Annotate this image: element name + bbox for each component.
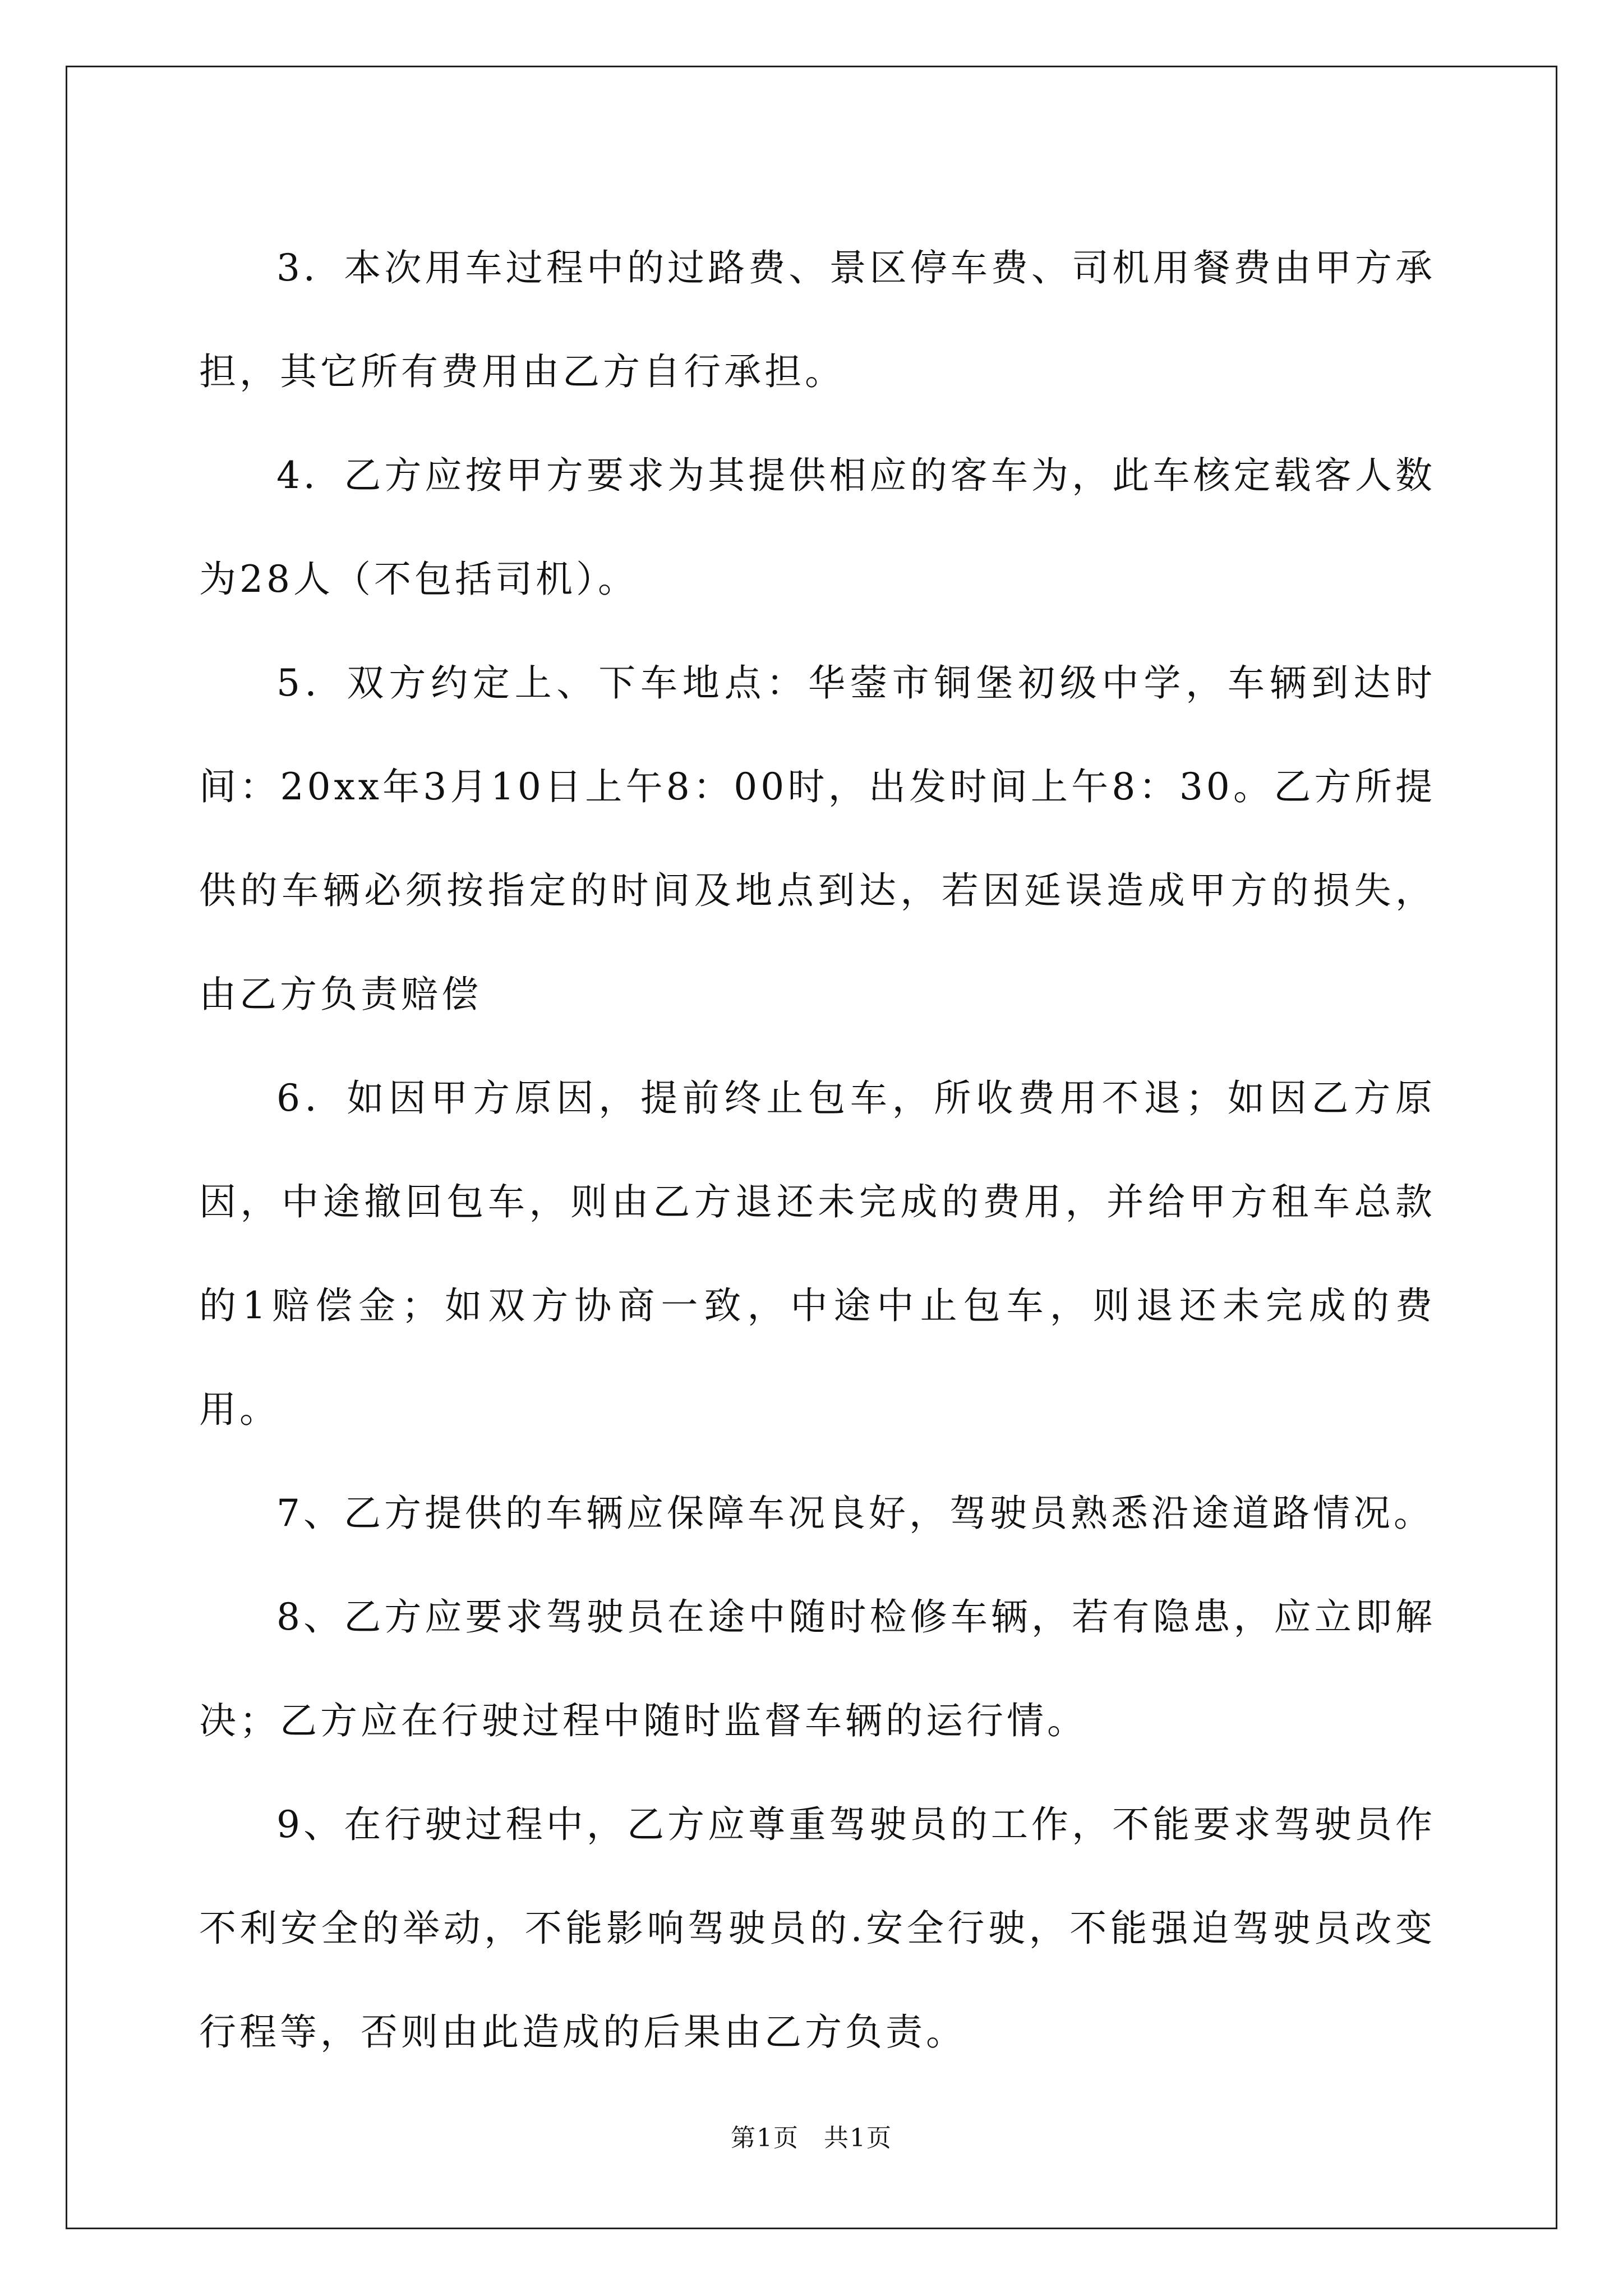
document-body bbox=[199, 216, 1436, 2084]
page-total: 共1页 bbox=[824, 2124, 892, 2152]
paragraph-5: 5．双方约定上、下车地点：华蓥市铜堡初级中学，车辆到达时间：20xx年3月10日上午8：00时，出发时间上午8：30。乙方所提供的车辆必须按指定的时间及地点到达，若因延误造成甲方的损失，由乙方负责赔偿 bbox=[199, 661, 1436, 1016]
paragraph-8: 8、乙方应要求驾驶员在途中随时检修车辆，若有隐患，应立即解决；乙方应在行驶过程中随时监督车辆的运行情。 bbox=[199, 1595, 1436, 1742]
paragraph-7: 7、乙方提供的车辆应保障车况良好，驾驶员熟悉沿途道路情况。 bbox=[276, 1492, 1434, 1535]
paragraph-3: 3．本次用车过程中的过路费、景区停车费、司机用餐费由甲方承担，其它所有费用由乙方自行承担。 bbox=[199, 246, 1436, 393]
page-number: 第1页 bbox=[731, 2124, 799, 2152]
paragraph-9: 9、在行驶过程中，乙方应尊重驾驶员的工作，不能要求驾驶员作不利安全的举动，不能影响驾驶员的.安全行驶，不能强迫驾驶员改变行程等，否则由此造成的后果由乙方负责。 bbox=[199, 1803, 1436, 2054]
page-footer bbox=[0, 2118, 1623, 2154]
paragraph-4: 4．乙方应按甲方要求为其提供相应的客车为，此车核定载客人数为28人（不包括司机）。 bbox=[199, 454, 1436, 601]
paragraph-6: 6．如因甲方原因，提前终止包车，所收费用不退；如因乙方原因，中途撤回包车，则由乙方退还未完成的费用，并给甲方租车总款的1赔偿金；如双方协商一致，中途中止包车，则退还未完成的费用。 bbox=[199, 1076, 1436, 1431]
